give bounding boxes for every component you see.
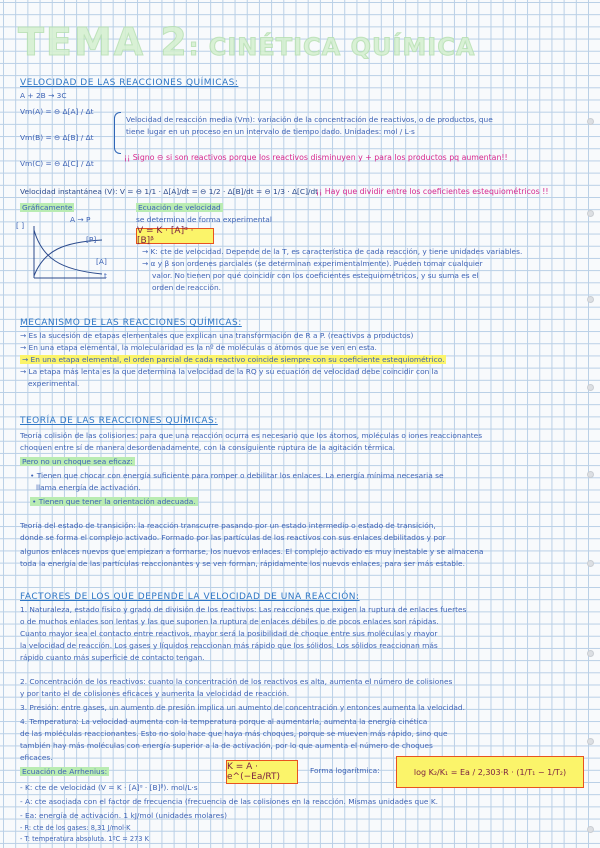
arrhenius-a: - A: cte asociada con el factor de frecuencia (frecuencia de las colisiones en la reacción. Mismas unidades que K. xyxy=(20,797,439,806)
arrhenius-box: K = A · e^(−Ea/RT) xyxy=(226,760,298,784)
rate-equation-subtitle: se determina de forma experimental xyxy=(136,215,272,224)
arrhenius-r: - R: cte de los gases: 8,31 J/mol·K xyxy=(20,824,131,832)
graph-label: Gráficamente xyxy=(22,203,73,212)
mecanismo-point-4b: experimental. xyxy=(28,379,80,388)
mecanismo-point-1: → Es la sucesión de etapas elementales que explican una transformación de R a P. (reactivos a productos) xyxy=(20,331,414,340)
transition-state-3: algunos enlaces nuevos que empiezan a formarse, los nuevos enlaces. El complejo activado es muy inestable y se almacena xyxy=(20,547,484,556)
binder-hole xyxy=(587,296,594,303)
k-note-1: → K: cte de velocidad. Depende de la T, es característica de cada reacción, y tiene unidades variables. xyxy=(142,247,523,256)
factor-4d: eficaces. xyxy=(20,753,53,762)
factor-4c: también hay más moléculas con energía superior a la de activación, por lo que aumenta el número de choques xyxy=(20,741,433,750)
binder-hole xyxy=(587,118,594,125)
collision-theory-2: choquen entre sí de manera desordenadamente, con la consiguiente ruptura de la agitación térmica. xyxy=(20,443,396,452)
factor-1e: rápido cuanto más superficie de contacto tengan. xyxy=(20,653,205,662)
rate-equation-box: V = K · [A]ᵅ · [B]ᵝ xyxy=(136,228,214,244)
arrhenius-log-box: log K₂/K₁ = Ea / 2,303·R · (1/T₁ − 1/T₂) xyxy=(396,756,584,788)
arrhenius-t: - T: temperatura absoluta. 1ºC = 273 K xyxy=(20,835,149,843)
reaction-equation: A + 2B → 3C xyxy=(20,91,67,100)
mean-rate-definition-line2: tiene lugar en un proceso en un intervalo de tiempo dado. Unidades: mol / L·s xyxy=(126,127,415,136)
binder-hole xyxy=(587,560,594,567)
mecanismo-point-2: → En una etapa elemental, la molecularidad es la nº de moléculas o átomos que se ven en esta. xyxy=(20,343,377,352)
arrhenius-k: - K: cte de velocidad (V = K · [A]ᵅ · [B]ᵝ). mol/L·s xyxy=(20,783,198,792)
transition-state-4: toda la energía de las partículas reaccionantes y se ven forman, rápidamente los nuevos enlaces, para ser más estable. xyxy=(20,559,465,568)
collision-theory-4: • Tienen que chocar con energía suficiente para romper o debilitar los enlaces. La energía mínima necesaria se xyxy=(30,471,444,480)
factor-4a: 4. Temperatura: La velocidad aumenta con la temperatura porque al aumentarla, aumenta la energía cinética xyxy=(20,717,428,726)
rate-a: Vm(A) = ⊖ Δ[A] / Δt xyxy=(20,107,94,116)
brace xyxy=(114,112,121,154)
graph-reaction: A → P xyxy=(70,215,91,224)
concentration-time-graph xyxy=(20,222,110,284)
factor-2b: y por tanto el de colisiones eficaces y aumenta la velocidad de reacción. xyxy=(20,689,290,698)
mecanismo-point-3: → En una etapa elemental, el orden parcial de cada reactivo coincide siempre con su coeficiente estequiométrico. xyxy=(22,355,445,364)
arrhenius-heading: Ecuación de Arrhenius: xyxy=(22,767,108,776)
page-title xyxy=(18,20,475,64)
rate-b: Vm(B) = ⊖ Δ[B] / Δt xyxy=(20,133,94,142)
sign-note: ¡¡ Signo ⊖ si son reactivos porque los reactivos disminuyen y + para los productos pq aumentan!! xyxy=(124,153,508,162)
title-main: TEMA 2 xyxy=(18,20,189,64)
collision-theory-6: • Tienen que tener la orientación adecuada. xyxy=(32,497,196,506)
section-heading-mecanismo: MECANISMO DE LAS REACCIONES QUÍMICAS: xyxy=(20,318,242,328)
collision-theory-1: Teoría colisión de las colisiones: para que una reacción ocurra es necesario que los átomos, moléculas o iones reaccionantes xyxy=(20,431,483,440)
collision-theory-3: Pero no un choque sea eficaz: xyxy=(22,457,133,466)
mecanismo-point-4a: → La etapa más lenta es la que determina la velocidad de la RQ y su ecuación de velocidad debe coincidir con la xyxy=(20,367,439,376)
collision-theory-5: llama energía de activación. xyxy=(36,483,141,492)
section-heading-velocidad: VELOCIDAD DE LAS REACCIONES QUÍMICAS: xyxy=(20,78,239,88)
transition-state-1: Teoría del estado de transición: la reacción transcurre pasando por un estado intermedio o estado de transición, xyxy=(20,521,436,530)
arrhenius-ea: - Ea: energía de activación. 1 kJ/mol (unidades molares) xyxy=(20,811,227,820)
factor-2a: 2. Concentración de los reactivos: cuanto la concentración de los reactivos es alta, aumenta el número de colisiones xyxy=(20,677,453,686)
factor-1c: Cuanto mayor sea el contacto entre reactivos, mayor será la posibilidad de choque entre sus moléculas y mayor xyxy=(20,629,438,638)
k-note-2: → α y β son ordenes parciales (se determinan experimentalmente). Pueden tomar cualquier xyxy=(142,259,483,268)
rate-c: Vm(C) = ⊖ Δ[C] / Δt xyxy=(20,159,94,168)
factor-1d: la velocidad de reacción. Los gases y líquidos reaccionan más rápido que los sólidos. Los sólidos reaccionan más xyxy=(20,641,438,650)
instantaneous-rate: Velocidad instantánea (V): V = ⊖ 1/1 · Δ[A]/dt = ⊖ 1/2 · Δ[B]/dt = ⊖ 1/3 · Δ[C]/dt xyxy=(20,187,319,196)
mean-rate-definition-line1: Velocidad de reacción media (Vm): variación de la concentración de reactivos, o de productos, que xyxy=(126,115,493,124)
binder-hole xyxy=(587,210,594,217)
section-heading-teoria: TEORÍA DE LAS REACCIONES QUÍMICAS: xyxy=(20,416,218,426)
graph-reactant-label: [A] xyxy=(96,257,107,266)
graph-axis-label: [ ] xyxy=(16,221,25,230)
factor-1a: 1. Naturaleza, estado físico y grado de división de los reactivos: Las reacciones que exigen la ruptura de enlaces fuertes xyxy=(20,605,467,614)
transition-state-2: donde se forma el complejo activado. Formado por las partículas de los reactivos con sus enlaces debilitados y por xyxy=(20,533,446,542)
binder-hole xyxy=(587,384,594,391)
graph-time-label: t xyxy=(104,271,107,280)
factor-3a: 3. Presión: entre gases, un aumento de presión implica un aumento de concentración y entonces aumenta la velocidad. xyxy=(20,703,465,712)
title-sub: : CINÉTICA QUÍMICA xyxy=(188,33,476,61)
binder-hole xyxy=(587,471,594,478)
factor-1b: o de muchos enlaces son lentas y las que suponen la ruptura de enlaces débiles o de pocos enlaces son rápidas. xyxy=(20,617,439,626)
k-note-4: orden de reacción. xyxy=(152,283,221,292)
arrhenius-log-label: Forma logarítmica: xyxy=(310,766,380,775)
graph-product-label: [P] xyxy=(86,235,97,244)
instantaneous-note: ¡¡ Hay que dividir entre los coeficientes estequiométricos !! xyxy=(316,187,549,196)
section-heading-factores: FACTORES DE LOS QUE DEPENDE LA VELOCIDAD DE UNA REACCIÓN: xyxy=(20,592,360,602)
k-note-3: valor. No tienen por qué coincidir con los coeficientes estequiométricos, y su suma es el xyxy=(152,271,479,280)
factor-4b: de las moléculas reaccionantes. Esto no solo hace que haya más choques, porque se mueven más rápido, sino que xyxy=(20,729,448,738)
rate-equation-heading: Ecuación de velocidad xyxy=(138,203,221,212)
